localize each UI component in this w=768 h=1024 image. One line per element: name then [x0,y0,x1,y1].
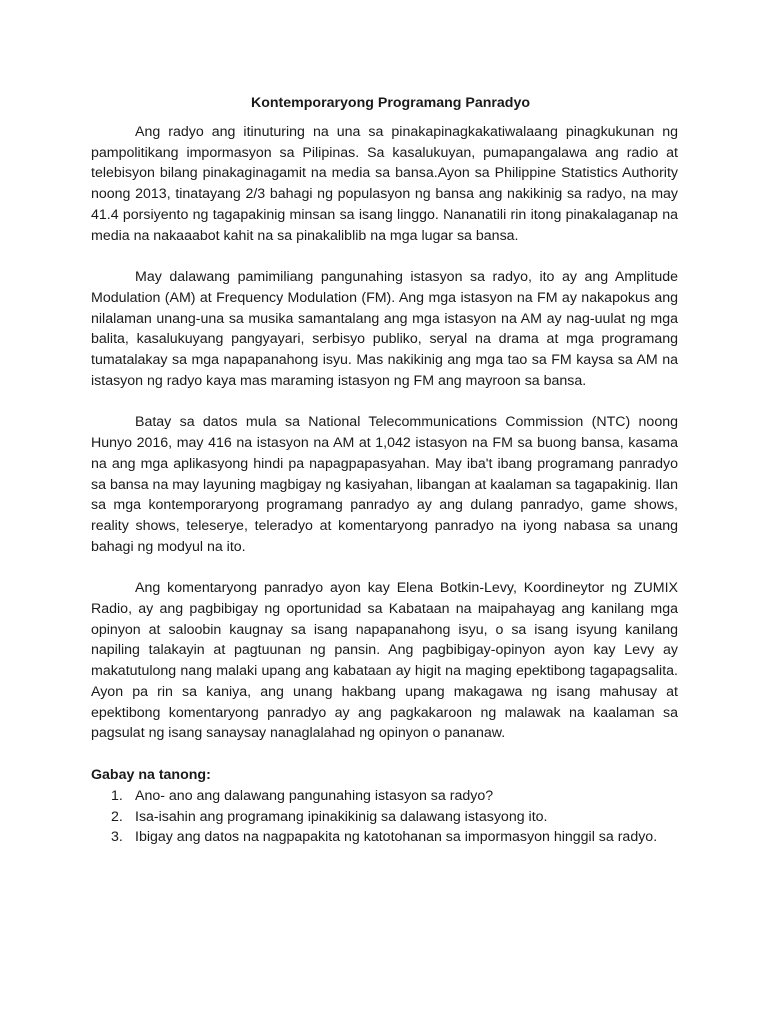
question-number: 1. [111,787,123,804]
paragraph-am-fm: May dalawang pamimiliang pangunahing istasyon sa radyo, ito ay ang Amplitude Modulation (AM) at Frequency Modulation (FM). Ang mga istasyon na FM ay nakapokus ang nilalaman unang-una sa musika samantalang ang mga istasyon na AM ay nag-uulat ng mga balita, kasalukuyang pangyayari, serbisyo publiko, seryal na drama at mga programang tumatalakay sa mga napapanahong isyu. Mas nakikinig ang mga tao sa FM kaysa sa AM na istasyon ng radyo kaya mas maraming istasyon ng FM ang mayroon sa bansa. [91,269,678,389]
question-text: Ano- ano ang dalawang pangunahing istasyon sa radyo? [135,787,494,804]
paragraph-radio-intro: Ang radyo ang itinuturing na una sa pinakapinagkakatiwalaang pinagkukunan ng pampolitikang impormasyon sa Pilipinas. Sa kasalukuyan, pumapangalawa ang radio at telebisyon bilang pinakaginagamit na media sa bansa.Ayon sa Philippine Statistics Authority noong 2013, tinatayang 2/3 bahagi ng populasyon ng bansa ang nakikinig sa radyo, na may 41.4 porsiyento ng tagapakinig minsan sa isang linggo. Nananatili rin itong pinakalaganap na media na nakaaabot kahit na sa pinakaliblib na mga lugar sa bansa. [91,124,678,244]
question-number: 2. [111,808,123,825]
document-title: Kontemporaryong Programang Panradyo [250,95,531,111]
question-text: Ibigay ang datos na nagpapakita ng katotohanan sa impormasyon hinggil sa radyo. [135,829,658,846]
question-text: Isa-isahin ang programang ipinakikinig sa dalawang istasyong ito. [135,808,548,825]
guide-question [91,807,678,828]
document-page [91,93,678,848]
guide-heading: Gabay na tanong: [91,766,211,783]
guide-question [91,786,678,807]
guide-question [91,827,678,848]
guide-question-list [91,786,678,848]
question-number: 3. [111,829,123,846]
paragraph-komentaryo: Ang komentaryong panradyo ayon kay Elena Botkin-Levy, Koordineytor ng ZUMIX Radio, ay ang pagbibigay ng oportunidad sa Kabataan na maipahayag ang kanilang mga opinyon at saloobin kaugnay sa isang napapanahong isyu, o sa isang isyung kanilang napiling talakayin at pagtuunan ng pansin. Ang pagbibigay-opinyon ayon kay Levy ay makatutulong nang malaki upang ang kabataan ay higit na maging epektibong tagapagsalita. Ayon pa rin sa kaniya, ang unang hakbang upang makagawa ng isang mahusay at epektibong komentaryong panradyo ay ang pagkakaroon ng malawak na kaalaman sa pagsulat ng isang sanaysay nanaglalahad ng opinyon o pananaw. [91,580,678,742]
paragraph-ntc-data: Batay sa datos mula sa National Telecommunications Commission (NTC) noong Hunyo 2016, may 416 na istasyon na AM at 1,042 istasyon na FM sa buong bansa, kasama na ang mga aplikasyong hindi pa napagpapasyahan. May iba't ibang programang panradyo sa bansa na may layuning magbigay ng kasiyahan, libangan at kaalaman sa tagapakinig. Ilan sa mga kontemporaryong programang panradyo ay ang dulang panradyo, game shows, reality shows, teleserye, teleradyo at komentaryong panradyo na iyong nabasa sa unang bahagi ng modyul na ito. [91,414,678,555]
